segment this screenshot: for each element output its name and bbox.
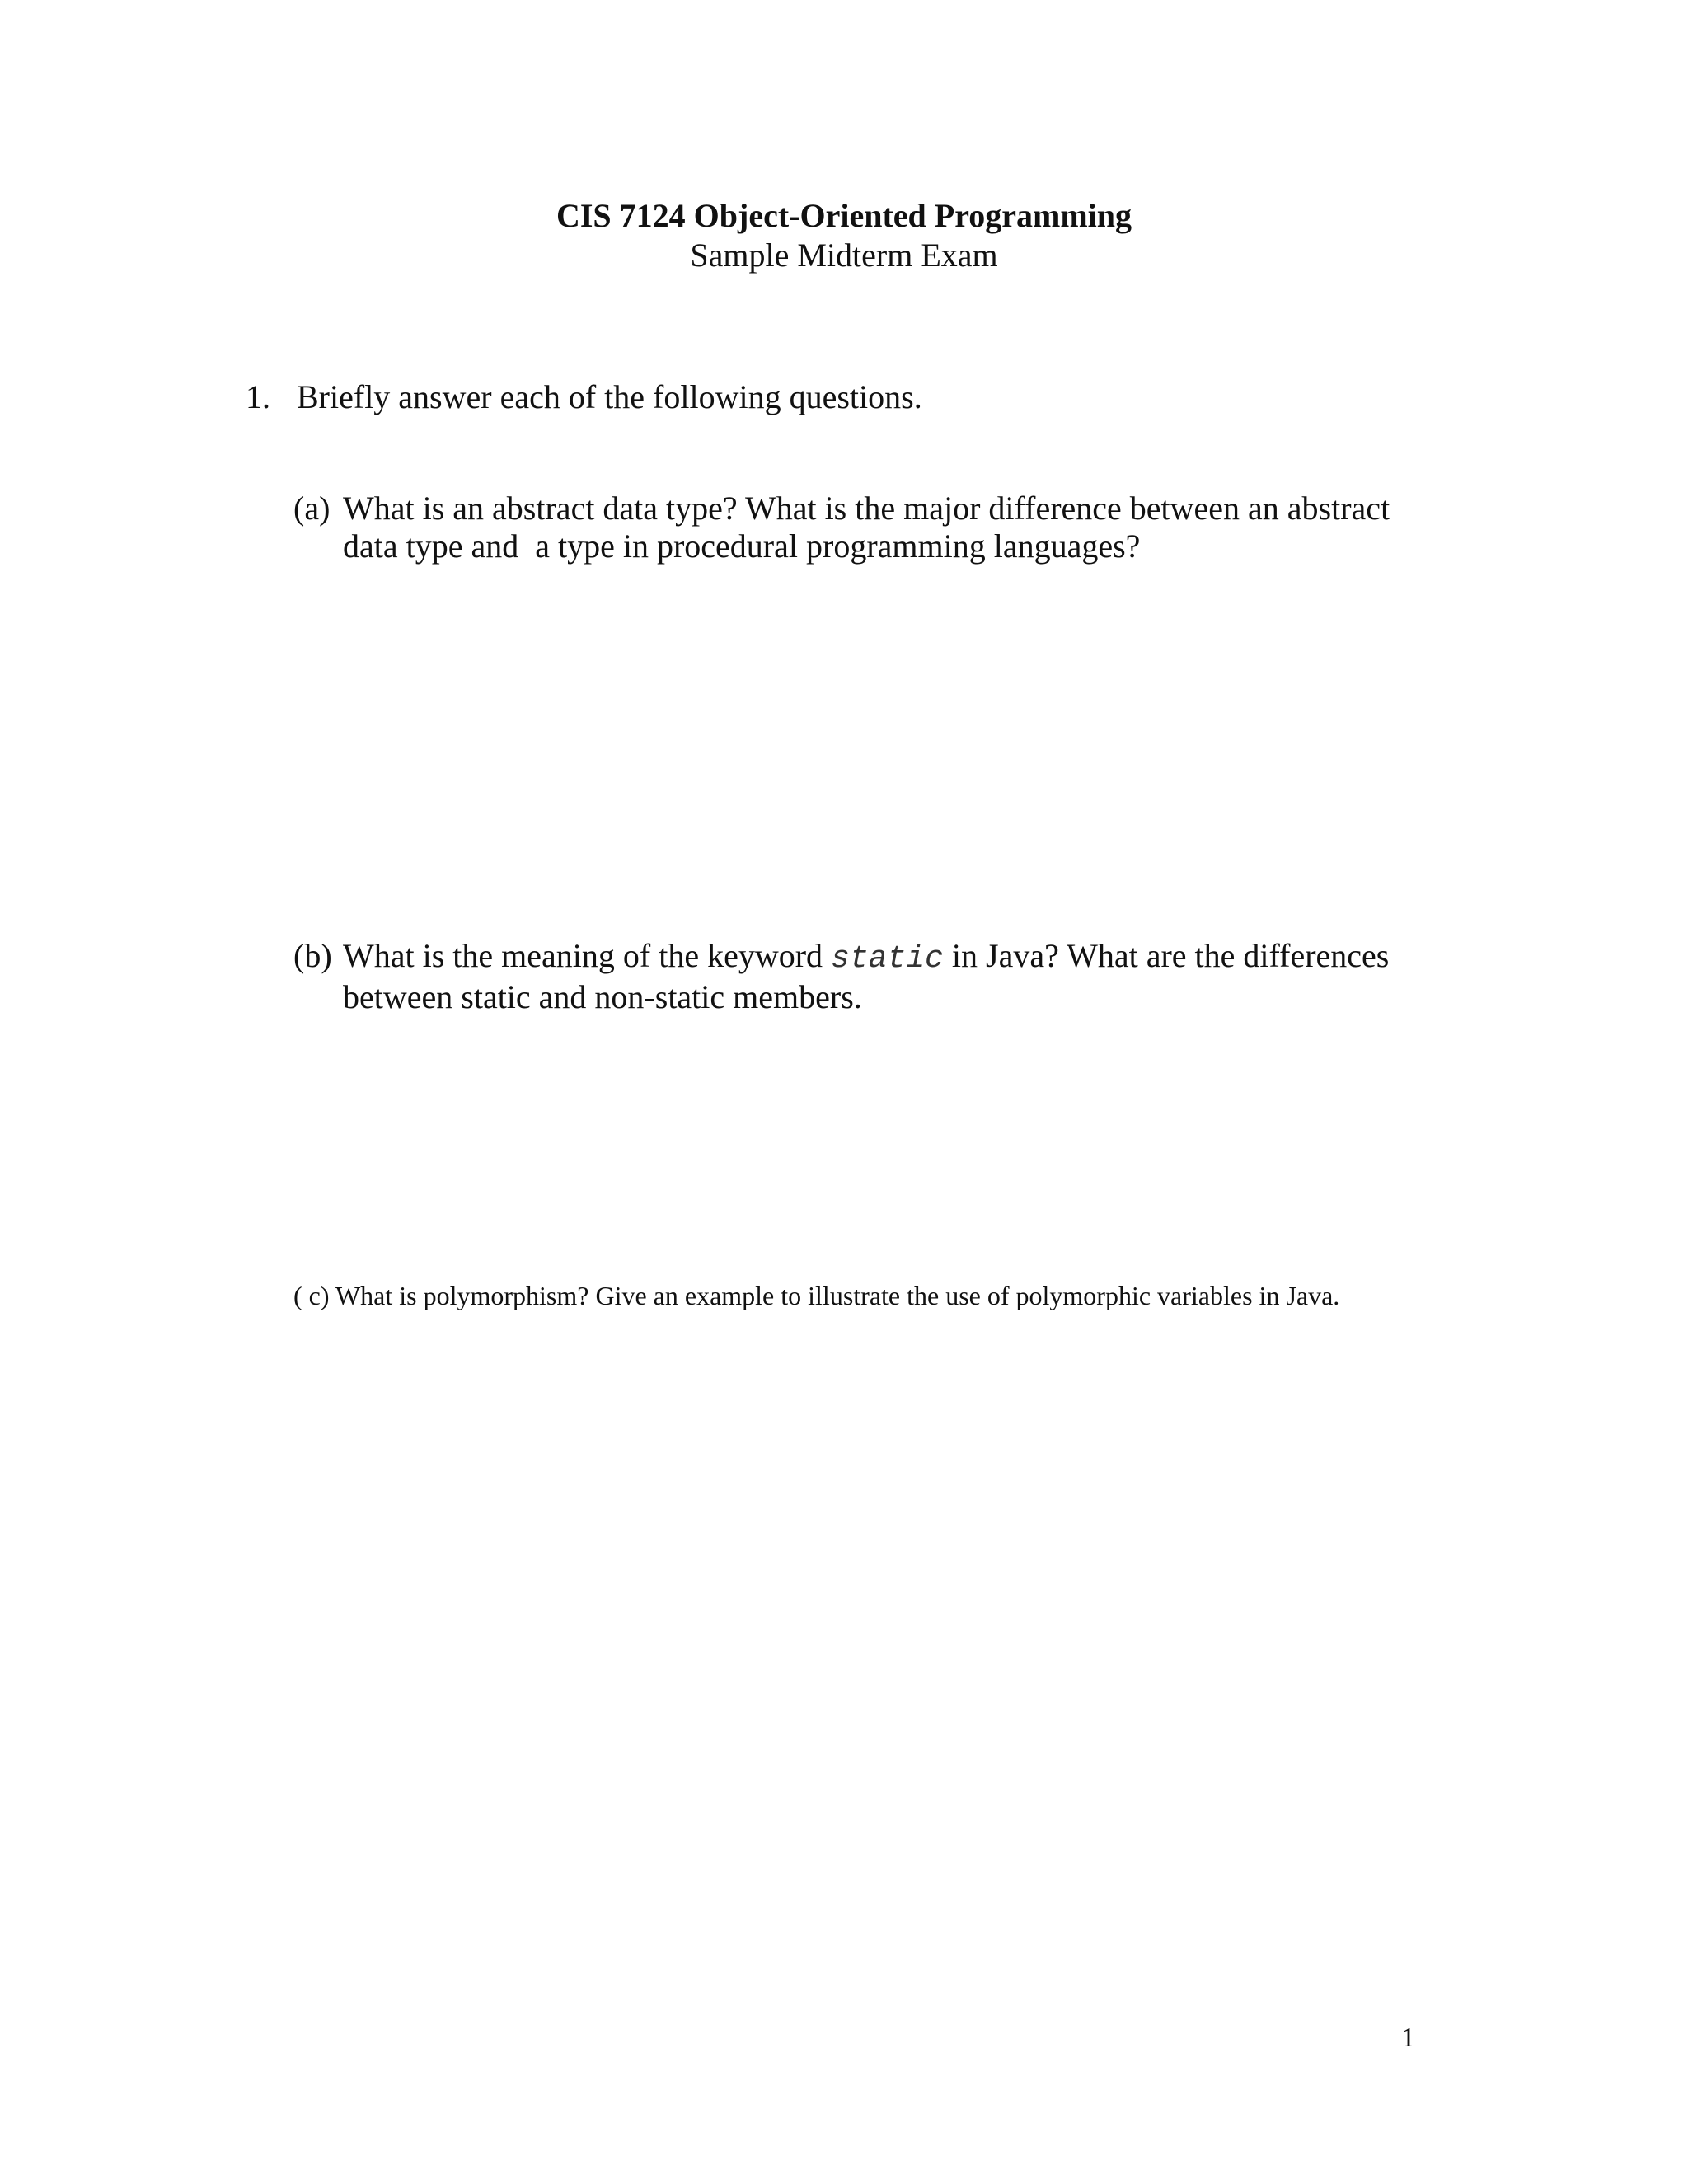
question-1b-line-2: between static and non-static members. <box>343 978 862 1015</box>
exam-subtitle: Sample Midterm Exam <box>690 237 998 274</box>
question-1a-text <box>343 490 1688 565</box>
course-title: CIS 7124 Object-Oriented Programming <box>556 197 1132 234</box>
question-1c-text: What is polymorphism? Give an example to illustrate the use of polymorphic variables in Java. <box>335 1281 1340 1310</box>
keyword-static: static <box>831 941 944 977</box>
question-1-number: 1. <box>246 378 270 415</box>
question-1b-label: (b) <box>293 937 332 974</box>
question-1b-line-1-before: What is the meaning of the keyword <box>343 937 823 974</box>
question-1b <box>293 937 1688 1016</box>
page-number: 1 <box>1401 2022 1415 2053</box>
question-1b-line-1-after: in Java? What are the differences <box>951 937 1390 974</box>
question-1a <box>293 490 1688 565</box>
question-1c-label: ( c) <box>293 1281 330 1310</box>
question-1c <box>293 1279 1339 1312</box>
question-1b-text <box>343 937 1688 1016</box>
question-1 <box>246 377 922 417</box>
question-1a-line-2: data type and a type in procedural programming languages? <box>343 527 1141 565</box>
question-1-prompt: Briefly answer each of the following questions. <box>297 378 922 415</box>
question-1a-line-1: What is an abstract data type? What is the major difference between an abstract <box>343 490 1390 527</box>
header <box>0 196 1688 275</box>
question-1b-line-1 <box>343 937 1688 978</box>
question-1a-label: (a) <box>293 490 331 527</box>
